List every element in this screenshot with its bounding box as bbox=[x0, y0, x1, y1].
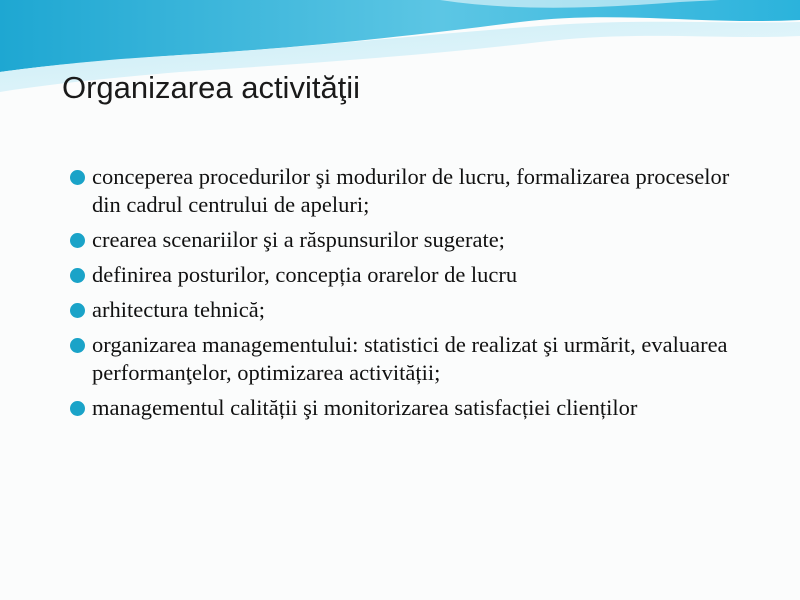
list-item-text: crearea scenariilor şi a răspunsurilor sugerate; bbox=[92, 227, 505, 252]
list-item bbox=[70, 331, 750, 387]
slide-title: Organizarea activităţii bbox=[62, 70, 361, 105]
bullet-icon bbox=[70, 233, 85, 248]
list-item bbox=[70, 296, 750, 324]
bullet-icon bbox=[70, 170, 85, 185]
list-item-text: arhitectura tehnică; bbox=[92, 297, 266, 322]
list-item bbox=[70, 394, 750, 422]
list-item-text: definirea posturilor, concepția orarelor de lucru bbox=[92, 262, 518, 287]
bullet-icon bbox=[70, 401, 85, 416]
list-item-text: managementul calității şi monitorizarea satisfacției clienților bbox=[92, 395, 638, 420]
list-item bbox=[70, 163, 750, 219]
bullet-icon bbox=[70, 338, 85, 353]
bullet-icon bbox=[70, 268, 85, 283]
list-item-text: conceperea procedurilor şi modurilor de lucru, formalizarea proceselor din cadrul centrului de apeluri; bbox=[92, 164, 730, 217]
bullet-icon bbox=[70, 303, 85, 318]
bullet-list bbox=[70, 163, 750, 429]
list-item bbox=[70, 261, 750, 289]
list-item bbox=[70, 226, 750, 254]
list-item-text: organizarea managementului: statistici de realizat şi urmărit, evaluarea performanţelor, optimizarea activității; bbox=[92, 332, 728, 385]
